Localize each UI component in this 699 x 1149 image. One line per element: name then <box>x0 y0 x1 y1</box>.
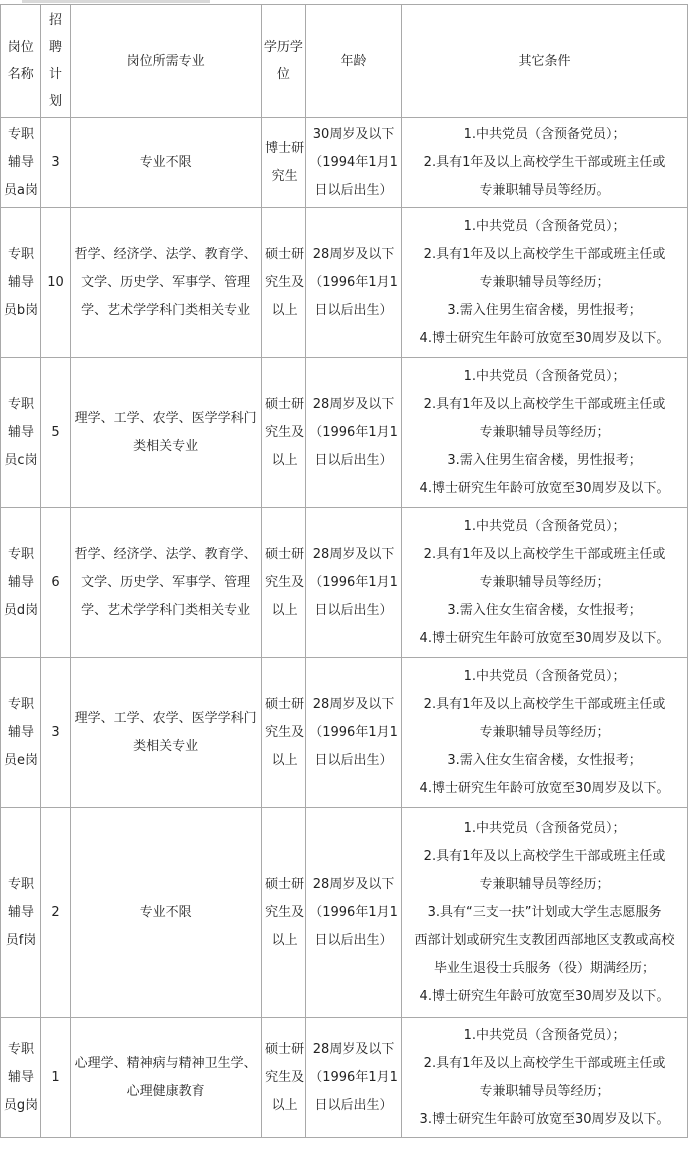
major-cell <box>70 208 261 358</box>
condition-line: 2.具有1年及以上高校学生干部或班主任或 <box>423 396 666 412</box>
header-position: 岗位名称 <box>1 5 41 118</box>
condition-line: 3.需入住男生宿舍楼，男性报考； <box>447 452 642 468</box>
count-cell: 3 <box>41 118 70 208</box>
major-cell <box>70 358 261 508</box>
condition-line: 3.博士研究生年龄可放宽至30周岁及以下。 <box>419 1111 670 1127</box>
condition-line: 1.中共党员（含预备党员）； <box>463 126 626 142</box>
age-cell <box>306 208 402 358</box>
count-cell: 3 <box>41 658 70 808</box>
age-text: 28周岁及以下（1996年1月1日以后出生） <box>309 696 398 768</box>
position-text: 专职辅导员a岗 <box>4 126 38 198</box>
conditions-cell <box>402 208 688 358</box>
top-divider <box>22 0 210 3</box>
condition-line: 专兼职辅导员等经历； <box>479 876 610 892</box>
position-cell <box>1 808 41 1018</box>
condition-line: 3.需入住女生宿舍楼，女性报考； <box>447 752 642 768</box>
position-cell <box>1 118 41 208</box>
major-cell <box>70 658 261 808</box>
education-cell <box>261 508 305 658</box>
major-text: 理学、工学、农学、医学学科门类相关专业 <box>74 710 257 754</box>
age-cell <box>306 658 402 808</box>
age-text: 28周岁及以下（1996年1月1日以后出生） <box>309 546 398 618</box>
condition-line: 2.具有1年及以上高校学生干部或班主任或 <box>423 1055 666 1071</box>
age-text: 28周岁及以下（1996年1月1日以后出生） <box>309 246 398 318</box>
education-cell <box>261 118 305 208</box>
count-cell: 2 <box>41 808 70 1018</box>
position-cell <box>1 658 41 808</box>
condition-line: 1.中共党员（含预备党员）； <box>463 820 626 836</box>
condition-line: 4.博士研究生年龄可放宽至30周岁及以下。 <box>419 780 670 796</box>
condition-line: 毕业生退役士兵服务（役）期满经历； <box>434 960 656 976</box>
condition-line: 4.博士研究生年龄可放宽至30周岁及以下。 <box>419 630 670 646</box>
count-cell: 6 <box>41 508 70 658</box>
condition-line: 3.需入住女生宿舍楼，女性报考； <box>447 602 642 618</box>
major-text: 理学、工学、农学、医学学科门类相关专业 <box>74 410 257 454</box>
position-cell <box>1 358 41 508</box>
major-text: 专业不限 <box>139 904 192 920</box>
table-row <box>1 1018 688 1138</box>
education-cell <box>261 208 305 358</box>
age-cell <box>306 508 402 658</box>
header-plan: 招聘计划 <box>41 5 70 118</box>
table-body <box>1 118 688 1138</box>
condition-line: 4.博士研究生年龄可放宽至30周岁及以下。 <box>419 988 670 1004</box>
major-text: 哲学、经济学、法学、教育学、文学、历史学、军事学、管理学、艺术学学科门类相关专业 <box>74 546 257 618</box>
condition-line: 2.具有1年及以上高校学生干部或班主任或 <box>423 154 666 170</box>
major-text: 心理学、精神病与精神卫生学、心理健康教育 <box>74 1055 257 1099</box>
condition-line: 1.中共党员（含预备党员）； <box>463 368 626 384</box>
position-text: 专职辅导员d岗 <box>3 546 39 618</box>
table-row <box>1 508 688 658</box>
recruitment-table <box>0 4 688 1138</box>
education-cell <box>261 658 305 808</box>
count-cell: 10 <box>41 208 70 358</box>
condition-line: 专兼职辅导员等经历； <box>479 574 610 590</box>
education-text: 硕士研究生及以上 <box>265 246 305 318</box>
age-cell <box>306 358 402 508</box>
education-cell <box>261 358 305 508</box>
position-text: 专职辅导员e岗 <box>4 696 38 768</box>
education-text: 硕士研究生及以上 <box>265 696 305 768</box>
condition-line: 3.需入住男生宿舍楼，男性报考； <box>447 302 642 318</box>
table-header-row <box>1 5 688 118</box>
conditions-cell <box>402 358 688 508</box>
conditions-cell <box>402 1018 688 1138</box>
condition-line: 4.博士研究生年龄可放宽至30周岁及以下。 <box>419 330 670 346</box>
major-cell <box>70 118 261 208</box>
conditions-cell <box>402 808 688 1018</box>
condition-line: 3.具有“三支一扶”计划或大学生志愿服务 <box>427 904 662 920</box>
major-cell <box>70 1018 261 1138</box>
age-text: 28周岁及以下（1996年1月1日以后出生） <box>309 1041 398 1113</box>
age-cell <box>306 808 402 1018</box>
education-cell <box>261 808 305 1018</box>
condition-line: 专兼职辅导员等经历； <box>479 424 610 440</box>
table-row <box>1 118 688 208</box>
condition-line: 2.具有1年及以上高校学生干部或班主任或 <box>423 848 666 864</box>
condition-line: 4.博士研究生年龄可放宽至30周岁及以下。 <box>419 480 670 496</box>
condition-line: 2.具有1年及以上高校学生干部或班主任或 <box>423 246 666 262</box>
condition-line: 1.中共党员（含预备党员）； <box>463 1027 626 1043</box>
major-text: 哲学、经济学、法学、教育学、文学、历史学、军事学、管理学、艺术学学科门类相关专业 <box>74 246 257 318</box>
education-text: 硕士研究生及以上 <box>265 546 305 618</box>
condition-line: 专兼职辅导员等经历； <box>479 274 610 290</box>
age-text: 28周岁及以下（1996年1月1日以后出生） <box>309 396 398 468</box>
header-age: 年龄 <box>306 5 402 118</box>
position-cell <box>1 508 41 658</box>
condition-line: 专兼职辅导员等经历。 <box>479 182 610 198</box>
condition-line: 西部计划或研究生支教团西部地区支教或高校 <box>414 932 675 948</box>
position-cell <box>1 1018 41 1138</box>
major-cell <box>70 508 261 658</box>
condition-line: 1.中共党员（含预备党员）； <box>463 518 626 534</box>
position-text: 专职辅导员c岗 <box>4 396 38 468</box>
condition-line: 专兼职辅导员等经历； <box>479 1083 610 1099</box>
education-text: 博士研究生 <box>265 140 305 184</box>
age-cell <box>306 1018 402 1138</box>
position-text: 专职辅导员g岗 <box>3 1041 39 1113</box>
condition-line: 专兼职辅导员等经历； <box>479 724 610 740</box>
education-text: 硕士研究生及以上 <box>265 1041 305 1113</box>
condition-line: 2.具有1年及以上高校学生干部或班主任或 <box>423 546 666 562</box>
major-cell <box>70 808 261 1018</box>
position-text: 专职辅导员b岗 <box>3 246 39 318</box>
table-row <box>1 358 688 508</box>
education-cell <box>261 1018 305 1138</box>
position-cell <box>1 208 41 358</box>
table-row <box>1 808 688 1018</box>
education-text: 硕士研究生及以上 <box>265 876 305 948</box>
header-major: 岗位所需专业 <box>70 5 261 118</box>
condition-line: 1.中共党员（含预备党员）； <box>463 218 626 234</box>
position-text: 专职辅导员f岗 <box>5 876 37 948</box>
conditions-cell <box>402 508 688 658</box>
age-text: 28周岁及以下（1996年1月1日以后出生） <box>309 876 398 948</box>
count-cell: 5 <box>41 358 70 508</box>
condition-line: 1.中共党员（含预备党员）； <box>463 668 626 684</box>
education-text: 硕士研究生及以上 <box>265 396 305 468</box>
condition-line: 2.具有1年及以上高校学生干部或班主任或 <box>423 696 666 712</box>
count-cell: 1 <box>41 1018 70 1138</box>
table-row <box>1 208 688 358</box>
table-row <box>1 658 688 808</box>
conditions-cell <box>402 658 688 808</box>
conditions-cell <box>402 118 688 208</box>
header-education: 学历学位 <box>261 5 305 118</box>
major-text: 专业不限 <box>139 154 192 170</box>
age-text: 30周岁及以下（1994年1月1日以后出生） <box>309 126 398 198</box>
header-other: 其它条件 <box>402 5 688 118</box>
age-cell <box>306 118 402 208</box>
